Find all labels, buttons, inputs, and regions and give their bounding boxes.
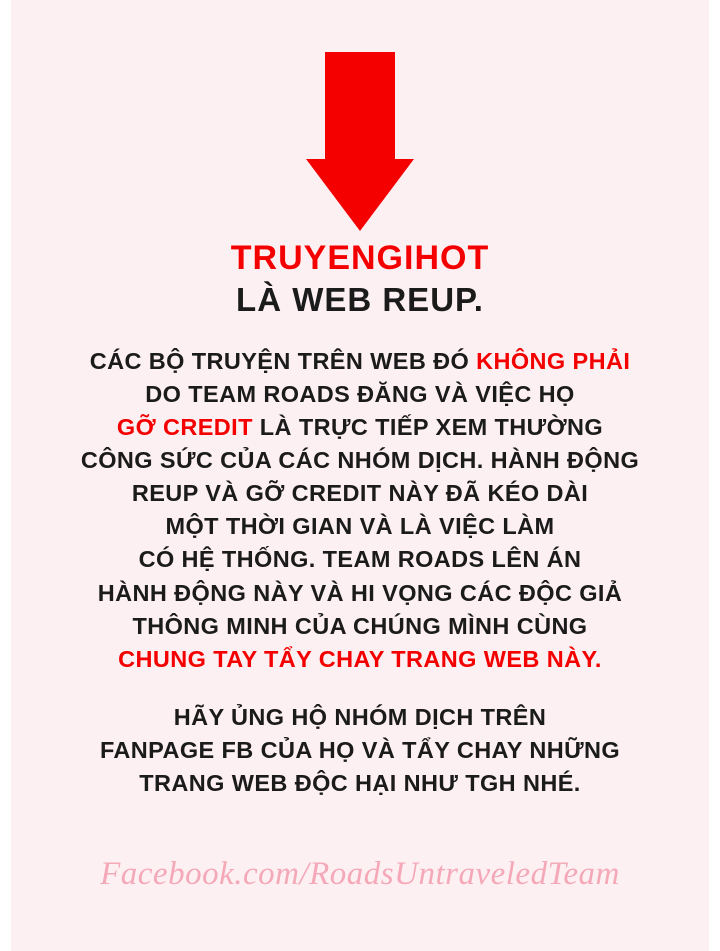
notice-body-segment: MỘT THỜI GIAN VÀ LÀ VIỆC LÀM [165, 513, 555, 540]
watermark-credit: Facebook.com/RoadsUntraveledTeam [100, 856, 620, 892]
notice-body-segment: HÀNH ĐỘNG NÀY VÀ HI VỌNG CÁC ĐỘC GIẢ [97, 579, 623, 606]
arrow-head [306, 159, 414, 231]
notice-body-highlight: CHUNG TAY TẨY CHAY TRANG WEB NÀY. [118, 645, 602, 672]
notice-content [0, 238, 720, 800]
notice-body-highlight: GỠ CREDIT [116, 413, 253, 440]
notice-body-segment: THÔNG MINH CỦA CHÚNG MÌNH CÙNG [132, 612, 588, 639]
down-arrow-container [0, 52, 720, 231]
notice-body-segment: REUP VÀ GỠ CREDIT NÀY ĐÃ KÉO DÀI [131, 480, 589, 507]
arrow-stem [325, 52, 395, 160]
body-spacer [0, 676, 720, 701]
notice-body-segment: LÀ TRỰC TIẾP XEM THƯỜNG [252, 413, 604, 440]
notice-body-highlight: KHÔNG PHẢI [476, 347, 631, 374]
notice-body [0, 345, 720, 676]
page-subtitle: LÀ WEB REUP. [236, 281, 484, 319]
notice-closing-line: FANPAGE FB CỦA HỌ VÀ TẨY CHAY NHỮNG [99, 737, 621, 764]
notice-closing-line: HÃY ỦNG HỘ NHÓM DỊCH TRÊN [173, 703, 547, 730]
notice-closing [0, 701, 720, 800]
notice-body-segment: CÓ HỆ THỐNG. TEAM ROADS LÊN ÁN [138, 546, 582, 573]
down-arrow-icon [306, 52, 414, 231]
notice-closing-line: TRANG WEB ĐỘC HẠI NHƯ TGH NHÉ. [139, 770, 581, 797]
notice-body-segment: DO TEAM ROADS ĐĂNG VÀ VIỆC HỌ [145, 380, 575, 407]
notice-body-segment: CÁC BỘ TRUYỆN TRÊN WEB ĐÓ [89, 347, 477, 374]
page-title: TRUYENGIHOT [230, 239, 490, 277]
notice-body-segment: CÔNG SỨC CỦA CÁC NHÓM DỊCH. HÀNH ĐỘNG [80, 447, 640, 474]
